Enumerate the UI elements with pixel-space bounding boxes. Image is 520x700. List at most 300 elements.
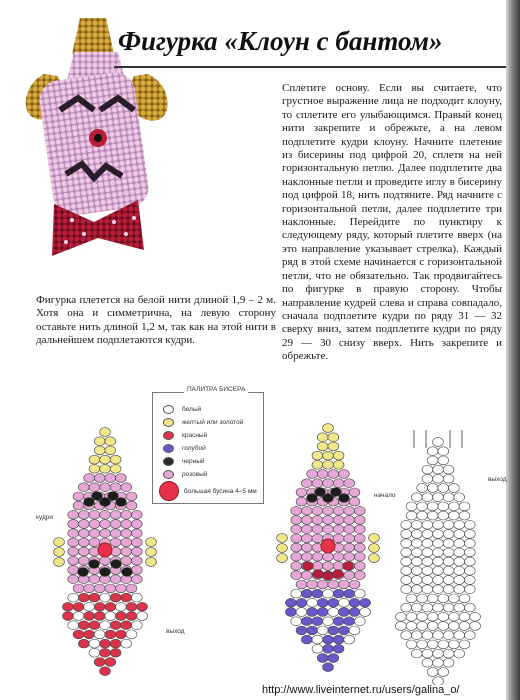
bead [121, 593, 132, 602]
bead [333, 506, 344, 515]
bead [78, 621, 89, 630]
bead [333, 479, 344, 488]
bead [89, 455, 100, 464]
mouth-bead [303, 562, 314, 571]
bead [459, 594, 470, 603]
bead [344, 525, 355, 534]
bead [78, 593, 89, 602]
bead [401, 631, 412, 640]
bead [354, 589, 365, 598]
bead [94, 658, 105, 667]
bead [323, 525, 334, 534]
bead [422, 649, 433, 658]
bead [63, 612, 74, 621]
bead [422, 658, 433, 667]
bead [126, 612, 137, 621]
bead [422, 493, 433, 502]
bead [100, 667, 111, 676]
bead [105, 474, 116, 483]
bead [344, 516, 355, 525]
bead [78, 483, 89, 492]
bead [84, 474, 95, 483]
bead [422, 548, 433, 557]
label-kudri: кудри [36, 514, 53, 521]
bead [449, 622, 460, 631]
bead [344, 617, 355, 626]
bead [68, 538, 79, 547]
bead [459, 622, 470, 631]
bead [339, 608, 350, 617]
mouth-bead [100, 568, 111, 577]
bead [312, 451, 323, 460]
bead [427, 447, 438, 456]
bead [84, 630, 95, 639]
bead [354, 617, 365, 626]
bead [63, 602, 74, 611]
curl-bead [277, 554, 288, 563]
bead [286, 608, 297, 617]
bead [433, 658, 444, 667]
bead [100, 621, 111, 630]
nose-bead [321, 539, 335, 553]
bead [349, 598, 360, 607]
bead [317, 598, 328, 607]
bead [323, 479, 334, 488]
bead [100, 428, 111, 437]
bead [438, 511, 449, 520]
bead [438, 640, 449, 649]
bead [301, 479, 312, 488]
bead [328, 654, 339, 663]
bead [317, 442, 328, 451]
bead [464, 539, 475, 548]
bead [312, 525, 323, 534]
bead [100, 520, 111, 529]
bead [68, 547, 79, 556]
bead [301, 525, 312, 534]
bead [307, 580, 318, 589]
bead [344, 589, 355, 598]
bead [449, 594, 460, 603]
bead [464, 576, 475, 585]
bead [427, 594, 438, 603]
bead [100, 510, 111, 519]
bead [406, 640, 417, 649]
bead [417, 502, 428, 511]
bead [323, 617, 334, 626]
bead [443, 539, 454, 548]
bead [459, 502, 470, 511]
bead [73, 492, 84, 501]
bead [68, 510, 79, 519]
bead [417, 612, 428, 621]
bead [301, 534, 312, 543]
bead [73, 501, 84, 510]
bead [417, 640, 428, 649]
bead [339, 598, 350, 607]
bead [68, 566, 79, 575]
bead [94, 437, 105, 446]
bead [354, 562, 365, 571]
bead [438, 484, 449, 493]
bead [291, 534, 302, 543]
bead [116, 612, 127, 621]
bead [89, 639, 100, 648]
bead [105, 602, 116, 611]
bead [433, 585, 444, 594]
bead [438, 456, 449, 465]
bead [438, 447, 449, 456]
palette-label: розовый [182, 471, 208, 478]
bead [433, 520, 444, 529]
curl-bead [146, 548, 157, 557]
bead [312, 589, 323, 598]
bead [396, 612, 407, 621]
bead [121, 556, 132, 565]
bead [323, 562, 334, 571]
bead [422, 539, 433, 548]
bead [406, 594, 417, 603]
bead [312, 644, 323, 653]
eye-bead [339, 494, 350, 503]
bead [100, 464, 111, 473]
bead [89, 593, 100, 602]
bead [317, 580, 328, 589]
bead [323, 424, 334, 433]
bead [105, 437, 116, 446]
bead [422, 603, 433, 612]
bead [333, 516, 344, 525]
bead [131, 556, 142, 565]
bead [449, 640, 460, 649]
bead [307, 598, 318, 607]
pattern-left [54, 428, 157, 676]
bead [360, 598, 371, 607]
bead [291, 552, 302, 561]
bead [323, 635, 334, 644]
bead [454, 576, 465, 585]
palette-label: голубой [182, 445, 206, 452]
bead [116, 602, 127, 611]
bead [291, 571, 302, 580]
bead [411, 649, 422, 658]
bead [328, 598, 339, 607]
bead [89, 520, 100, 529]
bead [360, 608, 371, 617]
bead [354, 534, 365, 543]
bead [427, 511, 438, 520]
bead [110, 529, 121, 538]
bead [433, 465, 444, 474]
bead [344, 571, 355, 580]
bead [433, 649, 444, 658]
bead [401, 530, 412, 539]
bead [307, 608, 318, 617]
instructions-left: Фигурка плетется на белой нити длиной 1,9 – 2 м. Хотя она и симметрична, на левую сторону оставьте нить длиной 1,2 м, так как на этой нити в дальнейшем подплетаются кудри. [36, 294, 276, 347]
bead [68, 520, 79, 529]
bead [100, 483, 111, 492]
curl-bead [369, 534, 380, 543]
bead [105, 612, 116, 621]
mouth-bead [343, 562, 354, 571]
bead [443, 603, 454, 612]
mouth-bead [78, 568, 89, 577]
bead [401, 566, 412, 575]
bead [291, 516, 302, 525]
label-vyhod-right: выход [488, 476, 507, 483]
bead [121, 529, 132, 538]
bead [89, 483, 100, 492]
bead [296, 598, 307, 607]
bead [116, 584, 127, 593]
bead [438, 668, 449, 677]
bead [301, 543, 312, 552]
bead [454, 539, 465, 548]
bead [433, 530, 444, 539]
bead [116, 630, 127, 639]
bead [78, 547, 89, 556]
bead [443, 530, 454, 539]
bead [443, 474, 454, 483]
bead [89, 621, 100, 630]
nose-bead [98, 543, 112, 557]
bead [344, 635, 355, 644]
bead [126, 492, 137, 501]
bead [354, 552, 365, 561]
bead [438, 612, 449, 621]
mouth-bead [323, 572, 334, 581]
bead [328, 626, 339, 635]
bead [433, 603, 444, 612]
bead [94, 602, 105, 611]
bead [344, 552, 355, 561]
bead [449, 484, 460, 493]
bead [459, 511, 470, 520]
bead [296, 608, 307, 617]
bead [126, 501, 137, 510]
palette-title: ПАЛИТРА БИСЕРА [184, 386, 248, 393]
bead [449, 502, 460, 511]
bead [417, 594, 428, 603]
bead [438, 502, 449, 511]
bead [349, 626, 360, 635]
bead [411, 566, 422, 575]
bead [121, 639, 132, 648]
bead [301, 552, 312, 561]
bead [121, 510, 132, 519]
bead [301, 506, 312, 515]
bead [449, 612, 460, 621]
bead [443, 566, 454, 575]
bead [296, 488, 307, 497]
palette-label: черный [182, 458, 205, 465]
bead [94, 584, 105, 593]
bead [78, 510, 89, 519]
palette-row-white [163, 405, 201, 414]
bead [454, 548, 465, 557]
bead [121, 621, 132, 630]
bead [411, 520, 422, 529]
bead [131, 566, 142, 575]
bead [333, 589, 344, 598]
bead [454, 493, 465, 502]
bead [73, 602, 84, 611]
bead [89, 575, 100, 584]
bead [406, 502, 417, 511]
bead [73, 612, 84, 621]
bead [470, 612, 481, 621]
bead [126, 602, 137, 611]
curl-bead [146, 558, 157, 567]
bead [105, 584, 116, 593]
curl-bead [146, 538, 157, 547]
bead [110, 575, 121, 584]
palette-label: желтый или золотой [182, 419, 244, 426]
bead [454, 649, 465, 658]
bead [105, 630, 116, 639]
bead [301, 516, 312, 525]
bead [422, 557, 433, 566]
bead [339, 470, 350, 479]
bead [354, 525, 365, 534]
bead [286, 598, 297, 607]
bead [464, 566, 475, 575]
bead [401, 557, 412, 566]
eye-bead [116, 498, 127, 507]
bead [68, 556, 79, 565]
bead [100, 556, 111, 565]
bead [411, 493, 422, 502]
bead [110, 510, 121, 519]
bead [131, 575, 142, 584]
bead [427, 484, 438, 493]
bead [443, 649, 454, 658]
bead [438, 594, 449, 603]
bead [89, 510, 100, 519]
bead [100, 648, 111, 657]
bead [100, 529, 111, 538]
bead [89, 529, 100, 538]
bead [454, 566, 465, 575]
bead [433, 557, 444, 566]
bead [333, 525, 344, 534]
bead [422, 585, 433, 594]
page-title: Фигурка «Клоун с бантом» [118, 26, 443, 56]
bead [438, 622, 449, 631]
bead [94, 630, 105, 639]
bead [84, 584, 95, 593]
bead [312, 516, 323, 525]
title-underline [114, 66, 506, 68]
bead [105, 446, 116, 455]
bead [333, 451, 344, 460]
bead [422, 465, 433, 474]
bead [68, 575, 79, 584]
curl-bead [277, 544, 288, 553]
bead [89, 464, 100, 473]
bead [121, 520, 132, 529]
bead [401, 576, 412, 585]
bead [333, 534, 344, 543]
mouth-bead [313, 570, 324, 579]
bead [312, 506, 323, 515]
bead [291, 543, 302, 552]
bead [464, 548, 475, 557]
bead [333, 552, 344, 561]
bead [312, 534, 323, 543]
bead [100, 455, 111, 464]
bead [443, 557, 454, 566]
bead [291, 589, 302, 598]
bead [78, 520, 89, 529]
bead [349, 608, 360, 617]
bead [105, 658, 116, 667]
bead [427, 668, 438, 677]
bead [443, 631, 454, 640]
bead [427, 640, 438, 649]
bead [443, 658, 454, 667]
bead [110, 455, 121, 464]
bead [406, 511, 417, 520]
bead [417, 484, 428, 493]
palette-label: большая бусина 4–5 мм [184, 487, 257, 495]
bead [68, 621, 79, 630]
curl-bead [54, 538, 65, 547]
bead [312, 479, 323, 488]
bead [454, 631, 465, 640]
bead [301, 571, 312, 580]
curl-bead [369, 544, 380, 553]
bead [354, 516, 365, 525]
bead [333, 617, 344, 626]
bead [333, 635, 344, 644]
bead [354, 571, 365, 580]
mouth-bead [111, 560, 122, 569]
bead [406, 612, 417, 621]
label-nachalo: начало [374, 492, 396, 499]
bead [344, 479, 355, 488]
bead [443, 548, 454, 557]
bead [110, 593, 121, 602]
bead [312, 635, 323, 644]
bead [291, 506, 302, 515]
bead [406, 622, 417, 631]
instructions-right: Сплетите основу. Если вы считаете, что грустное выражение лица не подходит клоуну, то сплетите его улыбающимся. Правый конец нити закрепите и обрежьте, а на левом подплетите кудри клоуну. Начните плетение из бисерины под цифрой 20, сплетя на ней горизонтальную петлю. Далее подплетите два наклонные петли и проведите иглу в бисерину под цифрой 18, нить подтяните. Ряд начните с горизонтальной петли, далее подплетите три наклонные. Перейдите по пунктиру к следующему ряду, который плетите вверх (на это направление указывает стрелка). Каждый ряд в этой схеме начинается с горизонтальной петли, что не обязательно. Так продвигайтесь по фигурке в правую сторону. Чтобы направление кудрей слева и справа совпадало, сначала подплетите кудри по ряду 31 — 32 сверху вниз, затем подплетите кудри по ряду 29 — 30 снизу вверх. Нить закрепите и обрежьте. [282, 82, 502, 363]
palette-label: белый [182, 406, 202, 413]
bead [433, 548, 444, 557]
bead [110, 464, 121, 473]
bead [422, 520, 433, 529]
bead [339, 626, 350, 635]
bead [339, 580, 350, 589]
bead [110, 648, 121, 657]
bead [422, 576, 433, 585]
bead [433, 576, 444, 585]
bead [323, 506, 334, 515]
bead-white-icon [163, 405, 174, 414]
bead [411, 548, 422, 557]
bead [411, 585, 422, 594]
bead [443, 465, 454, 474]
bead [433, 474, 444, 483]
bead [328, 580, 339, 589]
footer-url: http://www.liveinternet.ru/users/galina_o/ [262, 684, 460, 696]
bead [328, 433, 339, 442]
bead [401, 539, 412, 548]
bead [427, 612, 438, 621]
bead [131, 547, 142, 556]
bead [137, 602, 148, 611]
